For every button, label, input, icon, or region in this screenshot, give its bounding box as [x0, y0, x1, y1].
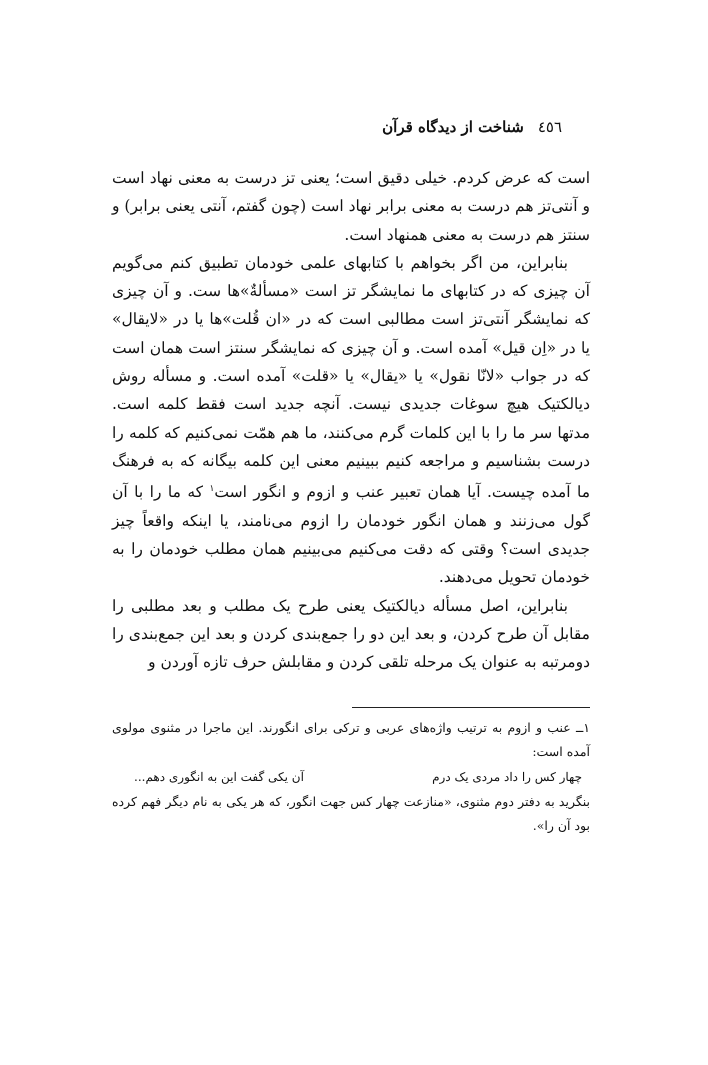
footnote-text: ١ــ عنب و ازوم به ترتیب واژه‌های عربی و ترکی برای انگورند. این ماجرا در مثنوی مولوی آمده است:	[112, 719, 590, 759]
paragraph-text: بنابراین، من اگر بخواهم با کتابهای علمی خودمان تطبیق کنم می‌گویم آن چیزی که در کتابهای ما نمایشگر تز است «مسألةٌ»ها ست. و آن چیزی که نمایشگر آنتی‌تز است مطالبی است که در «ان قُلت»ها یا در «لایقال» یا در «اِن قیل» آمده است. و آن چیزی که نمایشگر سنتز است همان است که در جواب «لانّا نقول» یا «یقال» یا «قلت» آمده است. و مسأله روش دیالکتیک هیچ سوغات جدیدی نیست. آنچه جدید است فقط کلمه است. مدتها سر ما را با این کلمات گرم می‌کنند، ما هم همّت نمی‌کنیم که کلمه را درست بشناسیم و مراجعه کنیم ببینیم معنی این کلمه بیگانه که به فرهنگ ما آمده چیست. آیا همان تعبیر عنب و ازوم و انگور است	[112, 253, 590, 502]
paragraph: است که عرض کردم. خیلی دقیق است؛ یعنی تز درست به معنی نهاد است و آنتی‌تز هم درست به معنی برابر نهاد است (چون گفتم، آنتی یعنی برابر) و سنتز هم درست به معنی همنهاد است.	[112, 169, 590, 244]
paragraph: بنابراین، اصل مسأله دیالکتیک یعنی طرح یک مطلب و بعد مطلبی را مقابل آن طرح کردن، و بعد این دو را جمع‌بندی کردن و بعد این جمع‌بندی را دومرتبه به عنوان یک مرحله تلقی کردن و مقابلش حرف تازه آوردن و	[112, 596, 590, 672]
footnote-divider	[352, 707, 590, 708]
footnotes	[112, 716, 590, 838]
running-title: شناخت از دیدگاه قرآن	[382, 118, 524, 136]
verse-couplet	[112, 764, 590, 790]
footnote-reference: بنگرید به دفتر دوم مثنوی، «منازعت چهار کس جهت انگور، که هر یکی به نام دیگر فهم کرده بود آن را».	[112, 793, 590, 833]
footnote-marker[interactable]: ١	[209, 484, 215, 495]
page-header	[112, 118, 590, 136]
page-number: ٤٥٦	[537, 118, 562, 136]
book-page	[112, 118, 590, 838]
paragraph	[112, 249, 590, 592]
verse-hemistich-first: چهار کس را داد مردی یک درم	[432, 769, 582, 784]
paragraph-text-continued: که ما را با آن گول می‌زنند و همان انگور خودمان را ازوم می‌نامند، یا اینکه واقعاً چیز جدیدی است؟ وقتی که دقت می‌کنیم می‌بینیم همان مطلب خودمان را به خودمان تحویل می‌دهند.	[112, 483, 590, 587]
verse-hemistich-second: آن یکی گفت این به انگوری دهم...	[134, 769, 304, 784]
body-text	[112, 164, 590, 677]
